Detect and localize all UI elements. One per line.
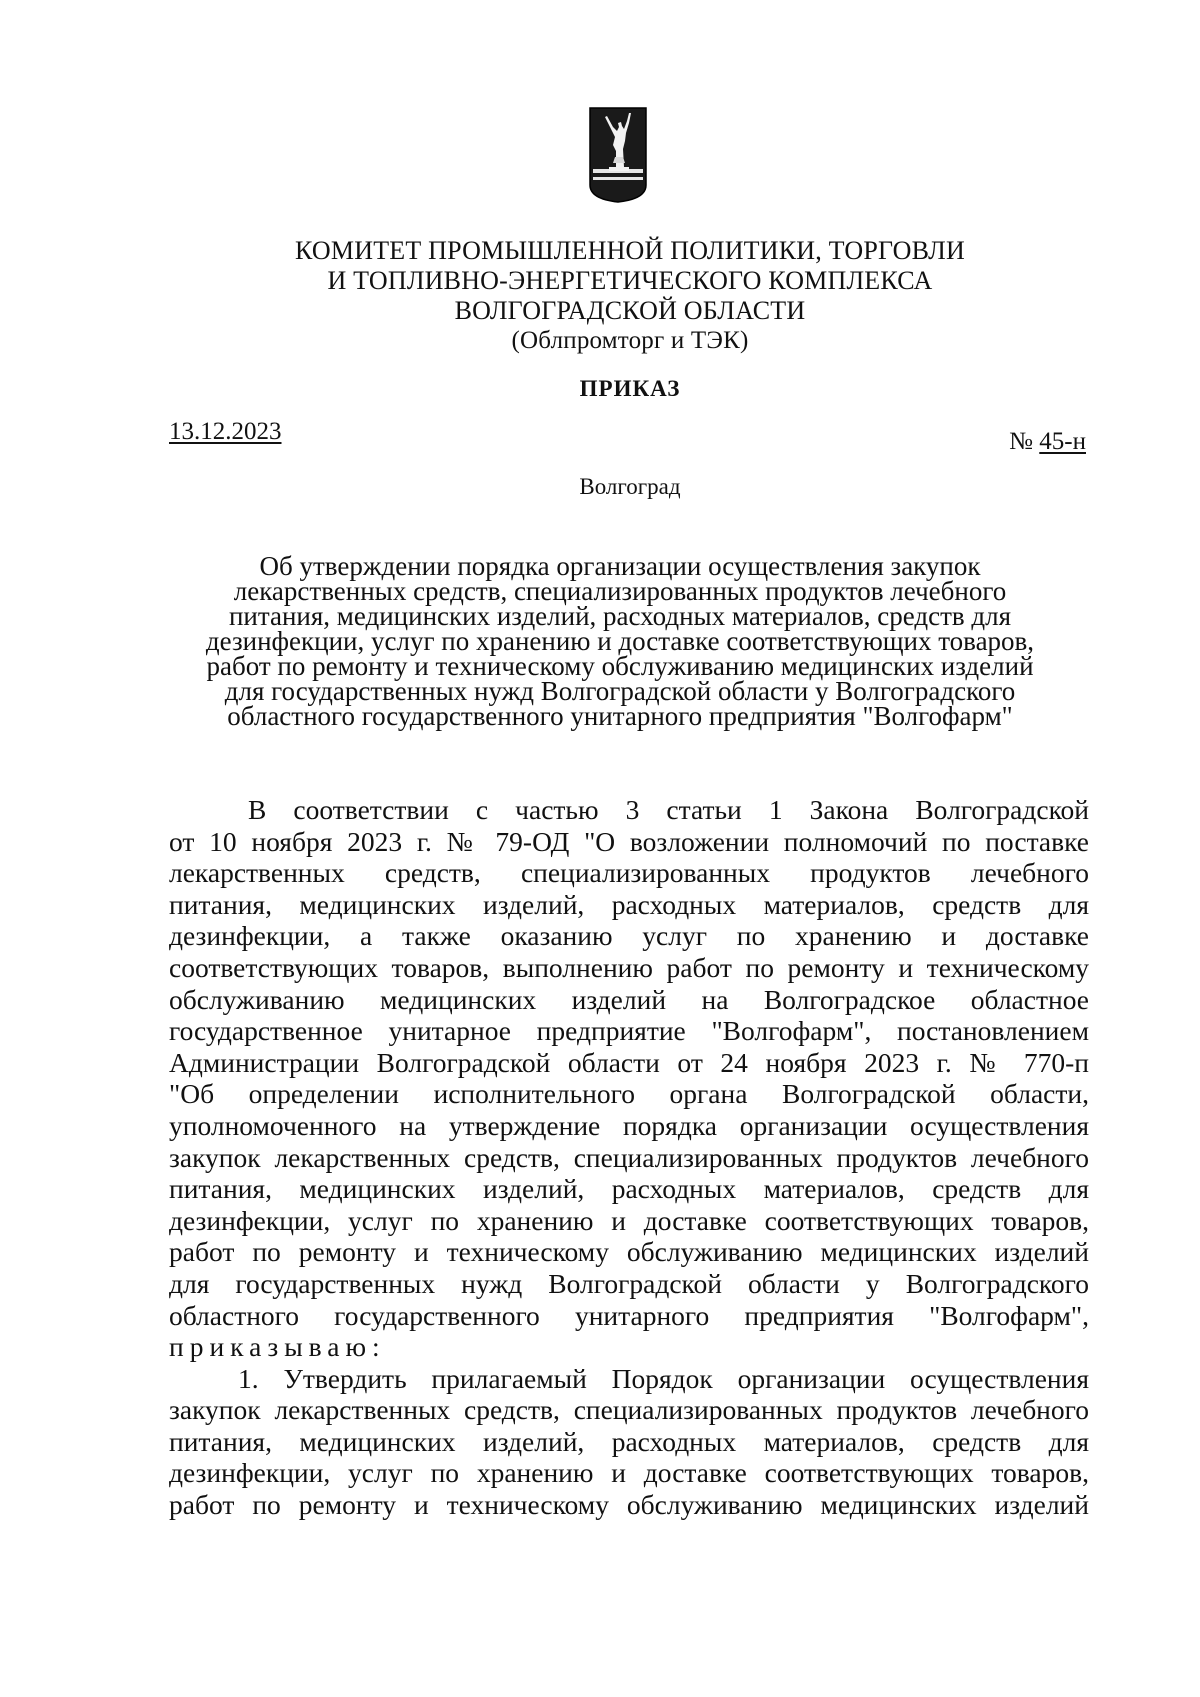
- document-title: [150, 551, 1090, 731]
- org-name-line-1: КОМИТЕТ ПРОМЫШЛЕННОЙ ПОЛИТИКИ, ТОРГОВЛИ: [295, 236, 965, 265]
- body-line: Администрации Волгоградской области от 24 ноября 2023 г. № 770-п: [169, 1046, 1089, 1078]
- title-line: для государственных нужд Волгоградской области у Волгоградского: [224, 676, 1016, 706]
- body-line: закупок лекарственных средств, специализированных продуктов лечебного: [169, 1394, 1089, 1426]
- org-abbreviation: (Облпромторг и ТЭК): [511, 327, 749, 354]
- body-line: питания, медицинских изделий, расходных материалов, средств для: [169, 1425, 1089, 1457]
- body-line: для государственных нужд Волгоградской области у Волгоградского: [169, 1267, 1089, 1299]
- title-line: лекарственных средств, специализированных продуктов лечебного: [233, 576, 1007, 606]
- org-name-line-2: И ТОПЛИВНО-ЭНЕРГЕТИЧЕСКОГО КОМПЛЕКСА: [327, 266, 933, 295]
- body-line: работ по ремонту и техническому обслуживанию медицинских изделий: [169, 1236, 1089, 1268]
- body-line: закупок лекарственных средств, специализированных продуктов лечебного: [169, 1141, 1089, 1173]
- body-line: дезинфекции, услуг по хранению и доставке соответствующих товаров,: [169, 1204, 1089, 1236]
- body-line: лекарственных средств, специализированных продуктов лечебного: [169, 857, 1089, 889]
- title-line: Об утверждении порядка организации осуществления закупок: [259, 551, 981, 581]
- body-line: соответствующих товаров, выполнению работ по ремонту и техническому: [169, 951, 1089, 983]
- body-line: В соответствии с частью 3 статьи 1 Закона Волгоградской: [248, 794, 1089, 825]
- body-line: питания, медицинских изделий, расходных материалов, средств для: [169, 888, 1089, 920]
- title-line: работ по ремонту и техническому обслуживанию медицинских изделий: [206, 651, 1034, 681]
- body-line: дезинфекции, а также оказанию услуг по хранению и доставке: [169, 920, 1089, 952]
- number-prefix: №: [1009, 428, 1040, 455]
- body-line-order-word: приказываю:: [169, 1331, 386, 1363]
- body-line: питания, медицинских изделий, расходных материалов, средств для: [169, 1173, 1089, 1205]
- volgograd-coat-of-arms-icon: [589, 107, 647, 203]
- body-line: от 10 ноября 2023 г. № 79-ОД "О возложении полномочий по поставке: [169, 825, 1089, 857]
- document-city: Волгоград: [579, 474, 681, 499]
- body-line: "Об определении исполнительного органа Волгоградской области,: [169, 1078, 1089, 1110]
- body-line: областного государственного унитарного предприятия "Волгофарм",: [169, 1299, 1089, 1331]
- body-line: дезинфекции, услуг по хранению и доставке соответствующих товаров,: [169, 1457, 1089, 1489]
- number-value: 45-н: [1039, 428, 1086, 455]
- document-number: [1009, 428, 1086, 456]
- title-line: питания, медицинских изделий, расходных материалов, средств для: [228, 601, 1012, 631]
- body-line: государственное унитарное предприятие "Волгофарм", постановлением: [169, 1015, 1089, 1047]
- document-date: 13.12.2023: [169, 418, 282, 445]
- body-line: обслуживанию медицинских изделий на Волгоградское областное: [169, 983, 1089, 1015]
- document-body: [169, 794, 1089, 1521]
- title-line: областного государственного унитарного предприятия "Волгофарм": [227, 701, 1013, 731]
- body-line: работ по ремонту и техническому обслуживанию медицинских изделий: [169, 1489, 1089, 1521]
- org-name-line-3: ВОЛГОГРАДСКОЙ ОБЛАСТИ: [454, 296, 806, 325]
- title-line: дезинфекции, услуг по хранению и доставке соответствующих товаров,: [205, 626, 1035, 656]
- body-line: уполномоченного на утверждение порядка организации осуществления: [169, 1109, 1089, 1141]
- document-type: ПРИКАЗ: [579, 376, 681, 401]
- organization-header: [200, 236, 1060, 356]
- body-line-item-1: 1. Утвердить прилагаемый Порядок организации осуществления: [238, 1362, 1089, 1394]
